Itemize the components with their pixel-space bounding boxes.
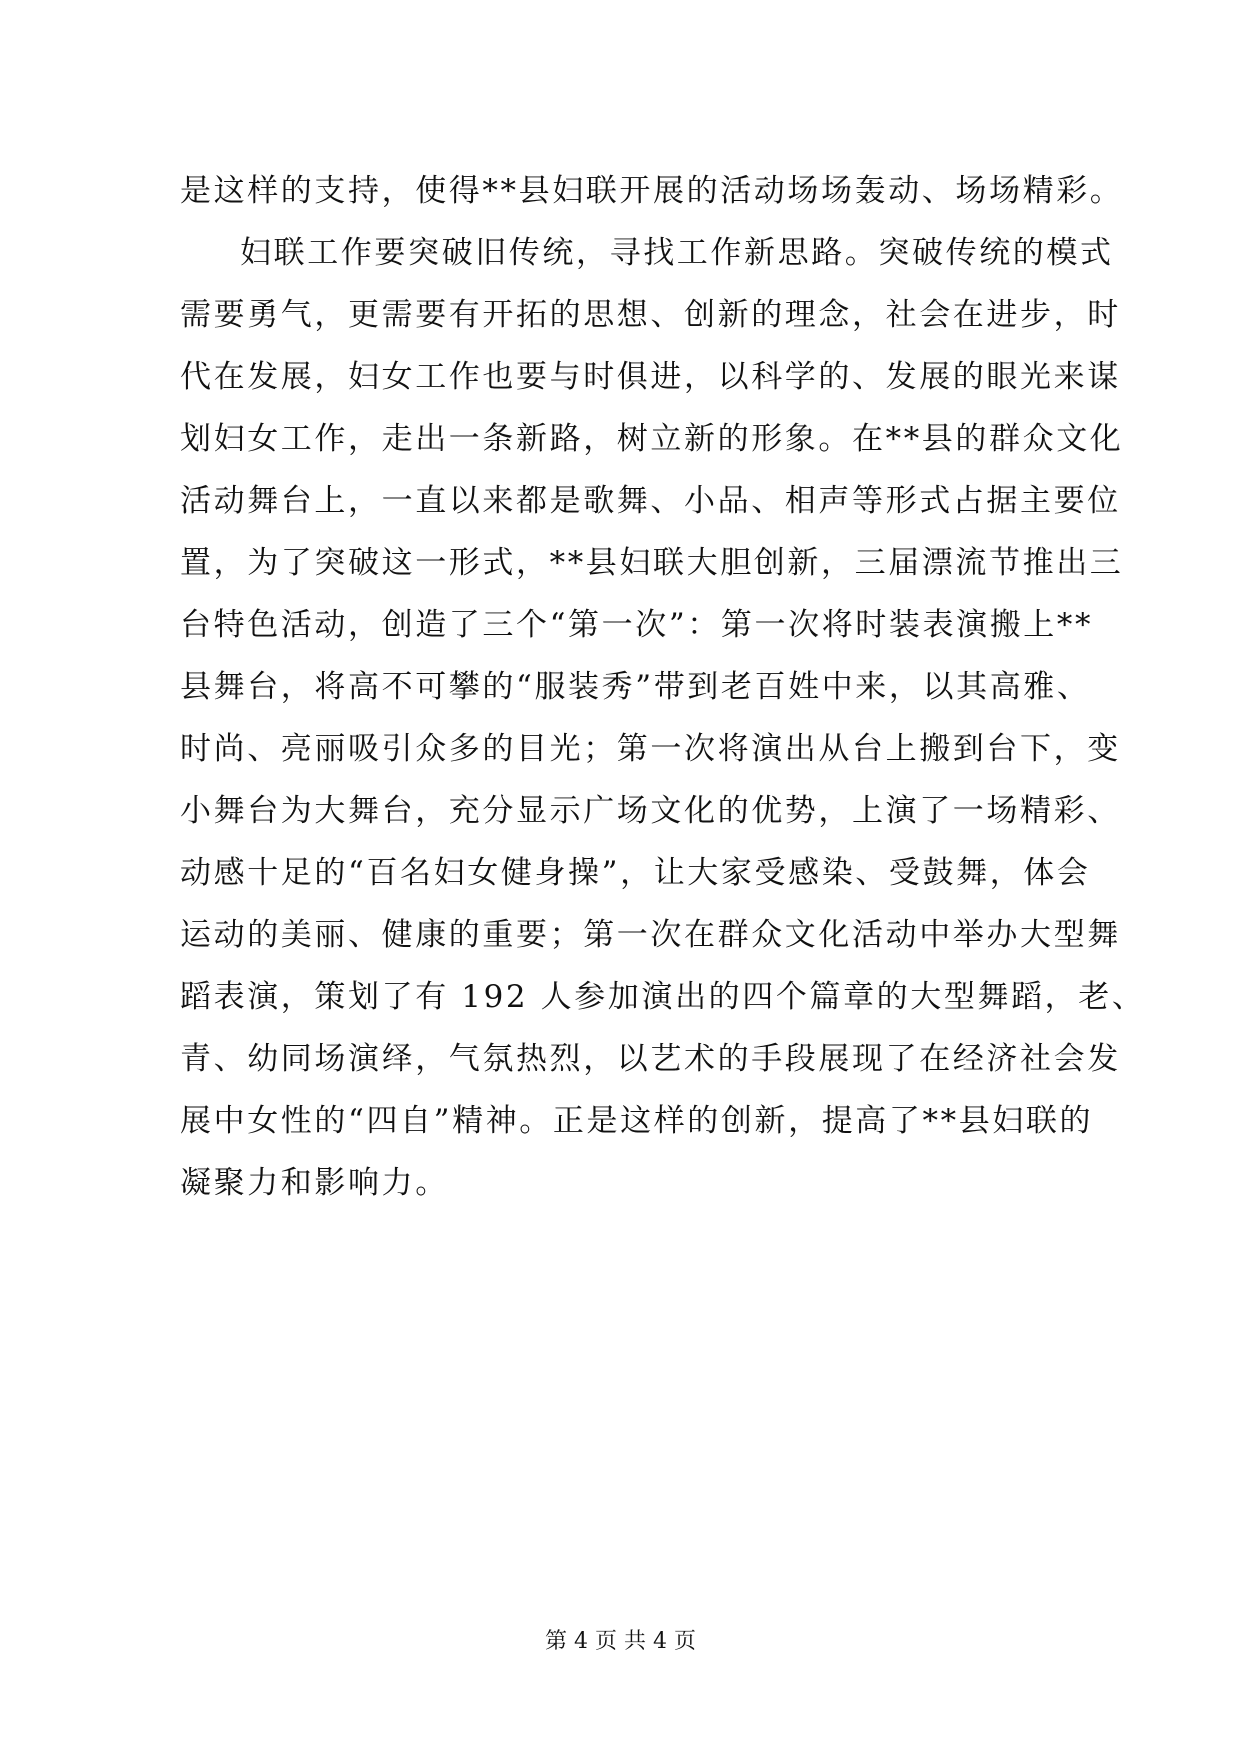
text-line-7: 置，为了突破这一形式，**县妇联大胆创新，三届漂流节推出三: [180, 545, 1124, 581]
text-line-6: 活动舞台上，一直以来都是歌舞、小品、相声等形式占据主要位: [180, 483, 1121, 519]
text-line-5: 划妇女工作，走出一条新路，树立新的形象。在**县的群众文化: [180, 421, 1124, 457]
page-number-label: 第 4 页 共 4 页: [545, 1629, 696, 1654]
page-footer: [0, 1627, 1241, 1657]
text-line-16: 展中女性的“四自”精神。正是这样的创新，提高了**县妇联的: [180, 1103, 1094, 1139]
text-line-9: 县舞台，将高不可攀的“服装秀”带到老百姓中来，以其高雅、: [180, 669, 1091, 705]
body-text: [180, 160, 1146, 1214]
text-line-3: 需要勇气，更需要有开拓的思想、创新的理念，社会在进步，时: [180, 297, 1121, 333]
text-line-12: 动感十足的“百名妇女健身操”，让大家受感染、受鼓舞，体会: [180, 855, 1091, 891]
text-line-11: 小舞台为大舞台，充分显示广场文化的优势，上演了一场精彩、: [180, 793, 1121, 829]
text-line-2: 妇联工作要突破旧传统，寻找工作新思路。突破传统的模式: [240, 235, 1114, 271]
text-line-4: 代在发展，妇女工作也要与时俱进，以科学的、发展的眼光来谋: [180, 359, 1121, 395]
text-line-10: 时尚、亮丽吸引众多的目光；第一次将演出从台上搬到台下，变: [180, 731, 1121, 767]
text-line-13: 运动的美丽、健康的重要；第一次在群众文化活动中举办大型舞: [180, 917, 1121, 953]
text-line-15: 青、幼同场演绎，气氛热烈，以艺术的手段展现了在经济社会发: [180, 1041, 1121, 1077]
text-line-8: 台特色活动，创造了三个“第一次”：第一次将时装表演搬上**: [180, 607, 1094, 643]
text-line-14: 蹈表演，策划了有 192 人参加演出的四个篇章的大型舞蹈，老、: [180, 979, 1146, 1015]
text-line-17: 凝聚力和影响力。: [180, 1165, 449, 1201]
text-line-1: 是这样的支持，使得**县妇联开展的活动场场轰动、场场精彩。: [180, 173, 1124, 209]
